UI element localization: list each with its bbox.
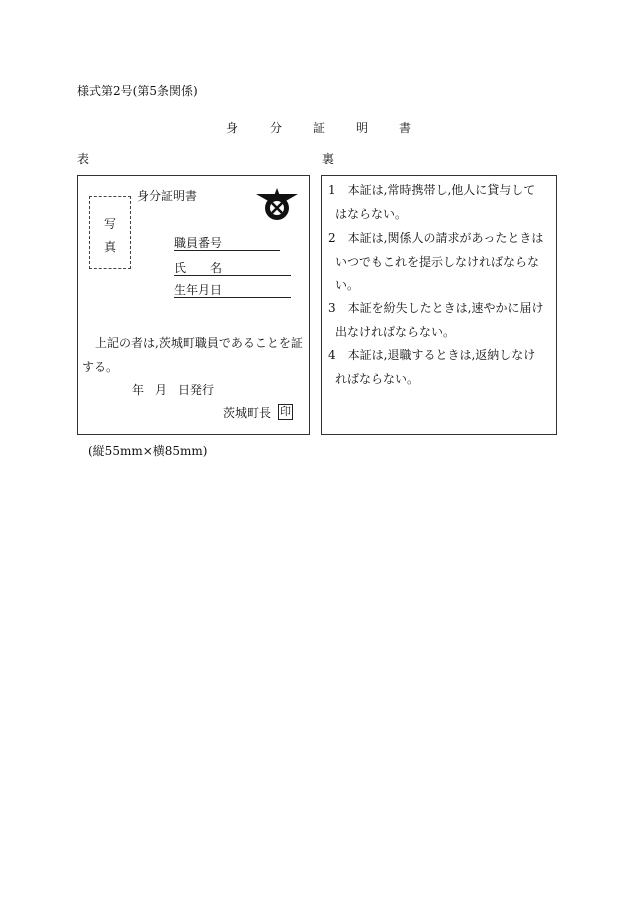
town-emblem-icon [253,185,301,223]
front-label: 表 [77,152,90,166]
back-line-6: 3 本証を紛失したときは,速やかに届け [328,301,544,315]
form-number: 様式第2号(第5条関係) [77,84,198,98]
title-char-2: 分 [270,121,283,135]
title-char-3: 証 [313,121,326,135]
issuer: 茨城町長 [223,406,272,420]
birthdate-label: 生年月日 [174,283,223,297]
name-line [174,275,291,276]
staff-number-line [174,250,280,251]
front-card [77,175,310,435]
card-title: 身分証明書 [137,189,198,203]
back-line-5: い。 [335,278,360,292]
issue-day: 日発行 [178,383,215,397]
staff-number-label: 職員番号 [174,236,223,250]
size-note: (縦55mm×横85mm) [88,444,208,458]
back-label: 裏 [322,152,335,166]
name-label-1: 氏 [174,261,187,275]
birthdate-line [174,297,291,298]
issue-month: 月 [155,383,168,397]
title-char-1: 身 [226,121,239,135]
back-card [321,175,557,435]
photo-label-1: 写 [104,217,117,231]
back-line-9: ればならない。 [335,372,420,386]
back-line-2: はならない。 [335,207,408,221]
back-line-7: 出なければならない。 [335,325,456,339]
back-line-4: いつでもこれを提示しなければならな [335,255,540,269]
photo-box [89,196,131,269]
back-line-1: 1 本証は,常時携帯し,他人に貸与して [328,183,536,197]
issue-year: 年 [132,383,145,397]
photo-label-2: 真 [104,240,117,254]
certification-line-1: 上記の者は,茨城町職員であることを証 [95,336,303,350]
certification-line-2: する。 [82,360,119,374]
title-char-4: 明 [356,121,369,135]
title-char-5: 書 [399,121,412,135]
back-line-3: 2 本証は,関係人の請求があったときは [328,231,544,245]
name-label-2: 名 [210,261,223,275]
seal-box: 印 [280,405,291,418]
back-line-8: 4 本証は,退職するときは,返納しなけ [328,348,536,362]
